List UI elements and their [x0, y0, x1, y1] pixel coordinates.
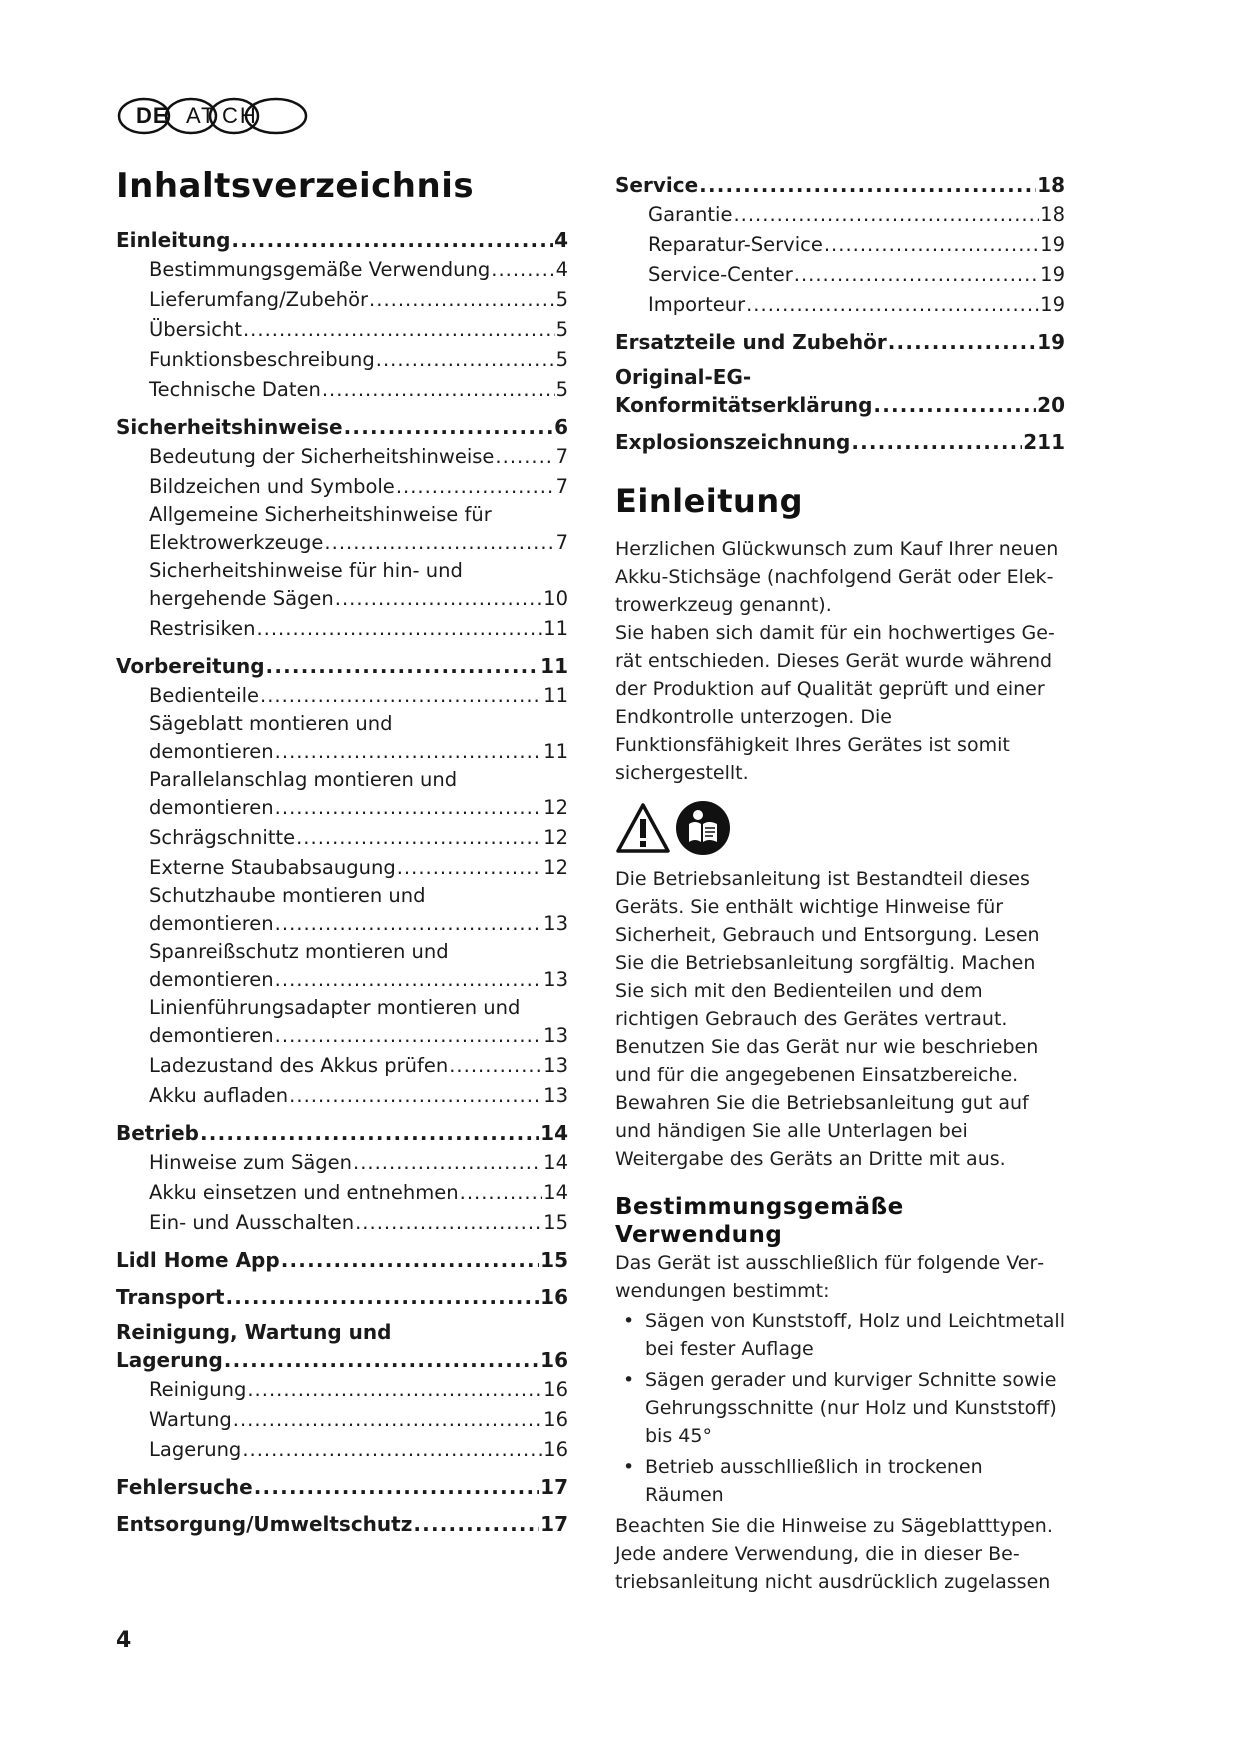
toc-entry[interactable] — [116, 1178, 568, 1208]
toc-entry-line — [648, 200, 1065, 230]
toc-entry-line — [149, 823, 568, 853]
toc-entry-text: Funktionsbeschreibung — [149, 348, 375, 371]
toc-entry[interactable] — [116, 853, 568, 883]
list-item: • Betrieb ausschlließlich in trockenen Räumen — [623, 1456, 983, 1506]
toc-entry[interactable] — [116, 472, 568, 502]
toc-entry-line — [149, 1405, 568, 1435]
toc-entry[interactable] — [116, 502, 568, 558]
toc-left-column — [116, 165, 568, 1539]
toc-leader-dots — [397, 853, 542, 883]
toc-entry-text: Sicherheitshinweise — [116, 415, 343, 439]
toc-entry-line — [648, 290, 1065, 320]
toc-leader-dots — [888, 327, 1036, 357]
list-item: • Sägen von Kunststoff, Holz und Leichtmetall bei fester Auflage — [623, 1310, 1065, 1360]
intended-use-paragraph-2: Beachten Sie die Hinweise zu Sägeblatttypen. — [615, 1515, 1053, 1537]
toc-entry-line — [648, 230, 1065, 260]
toc-entry-line — [149, 614, 568, 644]
toc-chapter[interactable] — [615, 170, 1065, 200]
toc-entry-text-line1: Parallelanschlag montieren und — [149, 768, 458, 791]
toc-entry-text: Reparatur-Service — [648, 233, 823, 256]
safety-icons — [615, 801, 1065, 859]
toc-entry-page: 19 — [1040, 263, 1065, 286]
toc-entry-text: Importeur — [648, 293, 746, 316]
intended-use-paragraph-3: Jede andere Verwendung, die in dieser Betriebsanleitung nicht ausdrücklich zugelassen — [615, 1543, 1051, 1593]
toc-entry-page: 5 — [555, 348, 568, 371]
toc-entry-page: 7 — [555, 445, 568, 468]
country-badge — [116, 96, 314, 136]
toc-entry-text: Lieferumfang/Zubehör — [149, 288, 369, 311]
toc-entry-page: 12 — [543, 796, 568, 819]
toc-list-right — [615, 170, 1065, 457]
toc-entry-text: Konformitätserklärung — [615, 393, 873, 417]
toc-entry[interactable] — [116, 883, 568, 939]
toc-leader-dots — [324, 528, 554, 558]
toc-list-left — [116, 225, 568, 1539]
toc-entry-page: 15 — [543, 1211, 568, 1234]
toc-entry-text: Akku aufladen — [149, 1084, 289, 1107]
toc-entry-text-line1: Original-EG- — [615, 365, 752, 389]
toc-leader-dots — [460, 1178, 543, 1208]
toc-entry-page: 17 — [540, 1475, 568, 1499]
intro-paragraph-2: Sie haben sich damit für ein hochwertiges Gerät entschieden. Dieses Gerät wurde während der Produktion auf Qualität geprüft und einer Endkontrolle unterzogen. Die Funktionsfähigkeit Ihres Gerätes ist somit sichergestellt. — [615, 622, 1055, 784]
toc-entry-text: demontieren — [149, 796, 274, 819]
toc-leader-dots — [266, 651, 540, 681]
toc-entry-text: Garantie — [648, 203, 733, 226]
toc-entry-text: Bestimmungsgemäße Verwendung — [149, 258, 491, 281]
toc-entry-text-line1: Allgemeine Sicherheitshinweise für — [149, 503, 492, 526]
toc-entry-line — [149, 584, 568, 614]
toc-chapter[interactable] — [116, 1282, 568, 1312]
toc-leader-dots — [296, 823, 542, 853]
toc-entry-line — [149, 965, 568, 995]
toc-entry[interactable] — [116, 1405, 568, 1435]
toc-entry[interactable] — [116, 345, 568, 375]
toc-leader-dots — [275, 909, 543, 939]
list-item-text: Sägen gerader und kurviger Schnitte sowie Gehrungsschnitte (nur Holz und Kunststoff) bis 45° — [645, 1369, 1057, 1447]
toc-leader-dots — [225, 1282, 539, 1312]
read-manual-icon — [675, 800, 731, 860]
toc-entry-line — [149, 442, 568, 472]
toc-entry-line — [149, 1375, 568, 1405]
toc-entry-text: Lagerung — [116, 1348, 223, 1372]
country-code-at: AT — [186, 103, 217, 128]
toc-entry-line — [116, 412, 568, 442]
toc-entry-line — [615, 327, 1065, 357]
toc-entry-text: Service — [615, 173, 699, 197]
toc-leader-dots — [746, 290, 1039, 320]
toc-leader-dots — [491, 255, 554, 285]
toc-leader-dots — [873, 390, 1036, 420]
toc-entry[interactable] — [116, 711, 568, 767]
toc-leader-dots — [344, 412, 553, 442]
toc-leader-dots — [699, 170, 1036, 200]
toc-entry[interactable] — [116, 1148, 568, 1178]
toc-entry[interactable] — [615, 260, 1065, 290]
toc-entry[interactable] — [615, 290, 1065, 320]
toc-entry-page: 5 — [555, 288, 568, 311]
toc-entry[interactable] — [116, 823, 568, 853]
toc-entry-text: Service-Center — [648, 263, 793, 286]
toc-entry-text: Lagerung — [149, 1438, 242, 1461]
toc-leader-dots — [260, 681, 542, 711]
toc-leader-dots — [733, 200, 1039, 230]
toc-leader-dots — [200, 1118, 539, 1148]
toc-leader-dots — [281, 1245, 539, 1275]
toc-entry-text: demontieren — [149, 740, 274, 763]
toc-chapter[interactable] — [116, 1245, 568, 1275]
toc-entry-text: Hinweise zum Sägen — [149, 1151, 353, 1174]
toc-entry-line — [149, 1148, 568, 1178]
toc-leader-dots — [256, 614, 542, 644]
toc-entry-line — [149, 1208, 568, 1238]
intro-title: Einleitung — [615, 482, 804, 520]
toc-entry-line — [615, 427, 1065, 457]
toc-chapter[interactable] — [615, 364, 1065, 420]
toc-entry-text: Reinigung — [149, 1378, 247, 1401]
toc-entry-text: Bedeutung der Sicherheitshinweise — [149, 445, 495, 468]
toc-leader-dots — [794, 260, 1039, 290]
list-item: • Sägen gerader und kurviger Schnitte sowie Gehrungsschnitte (nur Holz und Kunststoff) bis 45° — [623, 1369, 1057, 1447]
toc-chapter[interactable] — [116, 651, 568, 681]
toc-entry-text: Akku einsetzen und entnehmen — [149, 1181, 459, 1204]
toc-entry-page: 16 — [543, 1378, 568, 1401]
toc-chapter[interactable] — [615, 427, 1065, 457]
intended-use-paragraph-1: Das Gerät ist ausschließlich für folgende Verwendungen bestimmt: — [615, 1252, 1045, 1302]
toc-entry-page: 6 — [554, 415, 568, 439]
toc-entry[interactable] — [116, 681, 568, 711]
toc-entry-text: demontieren — [149, 1024, 274, 1047]
list-item-text: Betrieb ausschlließlich in trockenen Räumen — [645, 1456, 983, 1506]
toc-entry-text: Restrisiken — [149, 617, 256, 640]
toc-entry-line — [149, 285, 568, 315]
toc-entry[interactable] — [116, 315, 568, 345]
toc-entry-page: 11 — [540, 654, 568, 678]
toc-entry-page: 13 — [543, 912, 568, 935]
toc-entry-line — [116, 1509, 568, 1539]
toc-entry-text: Elektrowerkzeuge — [149, 531, 324, 554]
toc-entry[interactable] — [116, 1435, 568, 1465]
toc-leader-dots — [289, 1081, 542, 1111]
toc-entry-line — [149, 1021, 568, 1051]
toc-entry-line — [149, 1178, 568, 1208]
toc-entry[interactable] — [615, 200, 1065, 230]
toc-leader-dots — [851, 427, 1022, 457]
toc-entry-page: 16 — [540, 1348, 568, 1372]
toc-entry-line — [116, 1245, 568, 1275]
toc-entry-text: Ein- und Ausschalten — [149, 1211, 355, 1234]
toc-leader-dots — [376, 345, 555, 375]
toc-entry-line — [149, 315, 568, 345]
toc-entry-page: 10 — [543, 587, 568, 610]
toc-chapter[interactable] — [116, 1319, 568, 1375]
toc-entry-page: 14 — [540, 1121, 568, 1145]
toc-entry-text: demontieren — [149, 912, 274, 935]
toc-leader-dots — [233, 1405, 542, 1435]
toc-entry-page: 13 — [543, 1084, 568, 1107]
toc-entry-line — [149, 793, 568, 823]
toc-entry-page: 18 — [1037, 173, 1065, 197]
toc-entry-page: 19 — [1037, 330, 1065, 354]
toc-leader-dots — [335, 584, 542, 614]
toc-entry[interactable] — [116, 375, 568, 405]
toc-chapter[interactable] — [615, 327, 1065, 357]
warning-triangle-icon — [615, 802, 671, 858]
toc-leader-dots — [275, 737, 543, 767]
toc-entry-page: 20 — [1037, 393, 1065, 417]
toc-entry[interactable] — [116, 614, 568, 644]
toc-entry-line — [116, 225, 568, 255]
toc-entry[interactable] — [116, 442, 568, 472]
toc-entry-text: Bildzeichen und Symbole — [149, 475, 395, 498]
toc-entry-line — [149, 1081, 568, 1111]
toc-entry-line — [149, 255, 568, 285]
toc-leader-dots — [369, 285, 555, 315]
toc-entry-page: 14 — [543, 1151, 568, 1174]
toc-entry-text: Betrieb — [116, 1121, 199, 1145]
toc-entry-text: Externe Staubabsaugung — [149, 856, 396, 879]
toc-leader-dots — [396, 472, 555, 502]
toc-entry-line — [149, 1435, 568, 1465]
toc-entry-line — [648, 260, 1065, 290]
toc-entry-page: 19 — [1040, 293, 1065, 316]
toc-entry-line — [615, 170, 1065, 200]
toc-entry[interactable] — [116, 255, 568, 285]
toc-entry-page: 14 — [543, 1181, 568, 1204]
toc-entry-line — [149, 375, 568, 405]
toc-leader-dots — [322, 375, 555, 405]
toc-entry-text: Einleitung — [116, 228, 231, 252]
toc-entry-text-line1: Linienführungsadapter montieren und — [149, 996, 521, 1019]
toc-entry-line — [615, 390, 1065, 420]
toc-entry-page: 16 — [543, 1408, 568, 1431]
toc-entry-line — [149, 1051, 568, 1081]
toc-entry-page: 4 — [555, 258, 568, 281]
toc-leader-dots — [353, 1148, 542, 1178]
toc-chapter[interactable] — [116, 1472, 568, 1502]
page-number: 4 — [116, 1628, 132, 1653]
toc-entry-page: 13 — [543, 968, 568, 991]
toc-leader-dots — [275, 1021, 543, 1051]
toc-entry-text: Lidl Home App — [116, 1248, 280, 1272]
toc-entry-page: 15 — [540, 1248, 568, 1272]
toc-entry-line — [116, 1118, 568, 1148]
toc-leader-dots — [824, 230, 1039, 260]
intro-paragraph-3: Die Betriebsanleitung ist Bestandteil dieses Geräts. Sie enthält wichtige Hinweise für Sicherheit, Gebrauch und Entsorgung. Lesen Sie die Betriebsanleitung sorgfältig. Machen Sie sich mit den Bedienteilen und dem richtigen Gebrauch des Gerätes vertraut. Benutzen Sie das Gerät nur wie beschrieben und für die angegebenen Einsatzbereiche. Bewahren Sie die Betriebsanleitung gut auf und händigen Sie alle Unterlagen bei Weitergabe des Geräts an Dritte mit aus. — [615, 868, 1040, 1170]
toc-entry-text-line1: Spanreißschutz montieren und — [149, 940, 449, 963]
toc-entry[interactable] — [116, 1051, 568, 1081]
toc-entry[interactable] — [615, 230, 1065, 260]
toc-entry[interactable] — [116, 1208, 568, 1238]
toc-entry-text: Ladezustand des Akkus prüfen — [149, 1054, 449, 1077]
toc-entry-line — [116, 1472, 568, 1502]
toc-entry[interactable] — [116, 558, 568, 614]
toc-title: Inhaltsverzeichnis — [116, 166, 475, 206]
toc-entry-text: Bedienteile — [149, 684, 260, 707]
toc-entry-text: hergehende Sägen — [149, 587, 334, 610]
toc-leader-dots — [254, 1472, 539, 1502]
toc-leader-dots — [247, 1375, 542, 1405]
right-column — [615, 170, 1065, 1596]
toc-leader-dots — [243, 315, 555, 345]
toc-entry-page: 4 — [554, 228, 568, 252]
toc-leader-dots — [449, 1051, 542, 1081]
toc-entry-page: 19 — [1040, 233, 1065, 256]
toc-leader-dots — [224, 1345, 539, 1375]
toc-entry-page: 12 — [543, 856, 568, 879]
toc-entry-text-line1: Sägeblatt montieren und — [149, 712, 393, 735]
toc-entry-page: 11 — [543, 684, 568, 707]
toc-entry-text: Entsorgung/Umweltschutz — [116, 1512, 413, 1536]
toc-entry-line — [116, 651, 568, 681]
toc-entry[interactable] — [116, 1375, 568, 1405]
toc-entry[interactable] — [116, 939, 568, 995]
toc-entry-text: Technische Daten — [149, 378, 321, 401]
toc-entry-text-line1: Sicherheitshinweise für hin- und — [149, 559, 463, 582]
toc-entry[interactable] — [116, 767, 568, 823]
toc-entry-page: 11 — [543, 617, 568, 640]
intended-use-list — [615, 1307, 1065, 1509]
toc-entry[interactable] — [116, 1081, 568, 1111]
toc-entry-page: 5 — [555, 318, 568, 341]
toc-entry-page: 211 — [1023, 430, 1065, 454]
toc-entry-page: 5 — [555, 378, 568, 401]
toc-leader-dots — [275, 965, 543, 995]
country-code-de: DE — [136, 103, 169, 128]
toc-entry-text: Fehlersuche — [116, 1475, 253, 1499]
toc-leader-dots — [495, 442, 554, 472]
toc-leader-dots — [242, 1435, 542, 1465]
toc-entry-line — [116, 1345, 568, 1375]
toc-entry-text-line1: Reinigung, Wartung und — [116, 1320, 392, 1344]
toc-entry-line — [149, 853, 568, 883]
toc-leader-dots — [275, 793, 543, 823]
toc-entry-page: 17 — [540, 1512, 568, 1536]
toc-entry-page: 11 — [543, 740, 568, 763]
toc-entry-page: 16 — [540, 1285, 568, 1309]
toc-chapter[interactable] — [116, 412, 568, 442]
toc-entry-line — [149, 909, 568, 939]
toc-chapter[interactable] — [116, 1509, 568, 1539]
list-item-text: Sägen von Kunststoff, Holz und Leichtmetall bei fester Auflage — [645, 1310, 1065, 1360]
toc-entry-text: Ersatzteile und Zubehör — [615, 330, 887, 354]
country-code-ch: CH — [222, 103, 258, 128]
toc-entry[interactable] — [116, 285, 568, 315]
toc-entry-line — [149, 528, 568, 558]
toc-entry-line — [149, 472, 568, 502]
toc-leader-dots — [413, 1509, 539, 1539]
toc-entry-text: Übersicht — [149, 318, 242, 341]
toc-leader-dots — [231, 225, 553, 255]
toc-chapter[interactable] — [116, 1118, 568, 1148]
toc-entry-page: 13 — [543, 1054, 568, 1077]
toc-leader-dots — [355, 1208, 542, 1238]
intended-use-title: Bestimmungsgemäße Verwendung — [615, 1194, 904, 1248]
toc-entry-page: 13 — [543, 1024, 568, 1047]
toc-entry-page: 18 — [1040, 203, 1065, 226]
intro-paragraph-1: Herzlichen Glückwunsch zum Kauf Ihrer neuen Akku-Stichsäge (nachfolgend Gerät oder Elektrowerkzeug genannt). — [615, 538, 1059, 616]
toc-chapter[interactable] — [116, 225, 568, 255]
toc-entry-line — [149, 681, 568, 711]
toc-entry-page: 12 — [543, 826, 568, 849]
toc-entry-page: 16 — [543, 1438, 568, 1461]
toc-entry-text: Vorbereitung — [116, 654, 265, 678]
toc-entry-page: 7 — [555, 531, 568, 554]
toc-entry-line — [149, 737, 568, 767]
toc-entry-line — [116, 1282, 568, 1312]
toc-entry-page: 7 — [555, 475, 568, 498]
toc-entry-text: demontieren — [149, 968, 274, 991]
toc-entry-line — [149, 345, 568, 375]
toc-entry[interactable] — [116, 995, 568, 1051]
toc-entry-text: Transport — [116, 1285, 225, 1309]
toc-entry-text-line1: Schutzhaube montieren und — [149, 884, 426, 907]
toc-entry-text: Explosionszeichnung — [615, 430, 851, 454]
toc-entry-text: Schrägschnitte — [149, 826, 296, 849]
toc-entry-text: Wartung — [149, 1408, 232, 1431]
